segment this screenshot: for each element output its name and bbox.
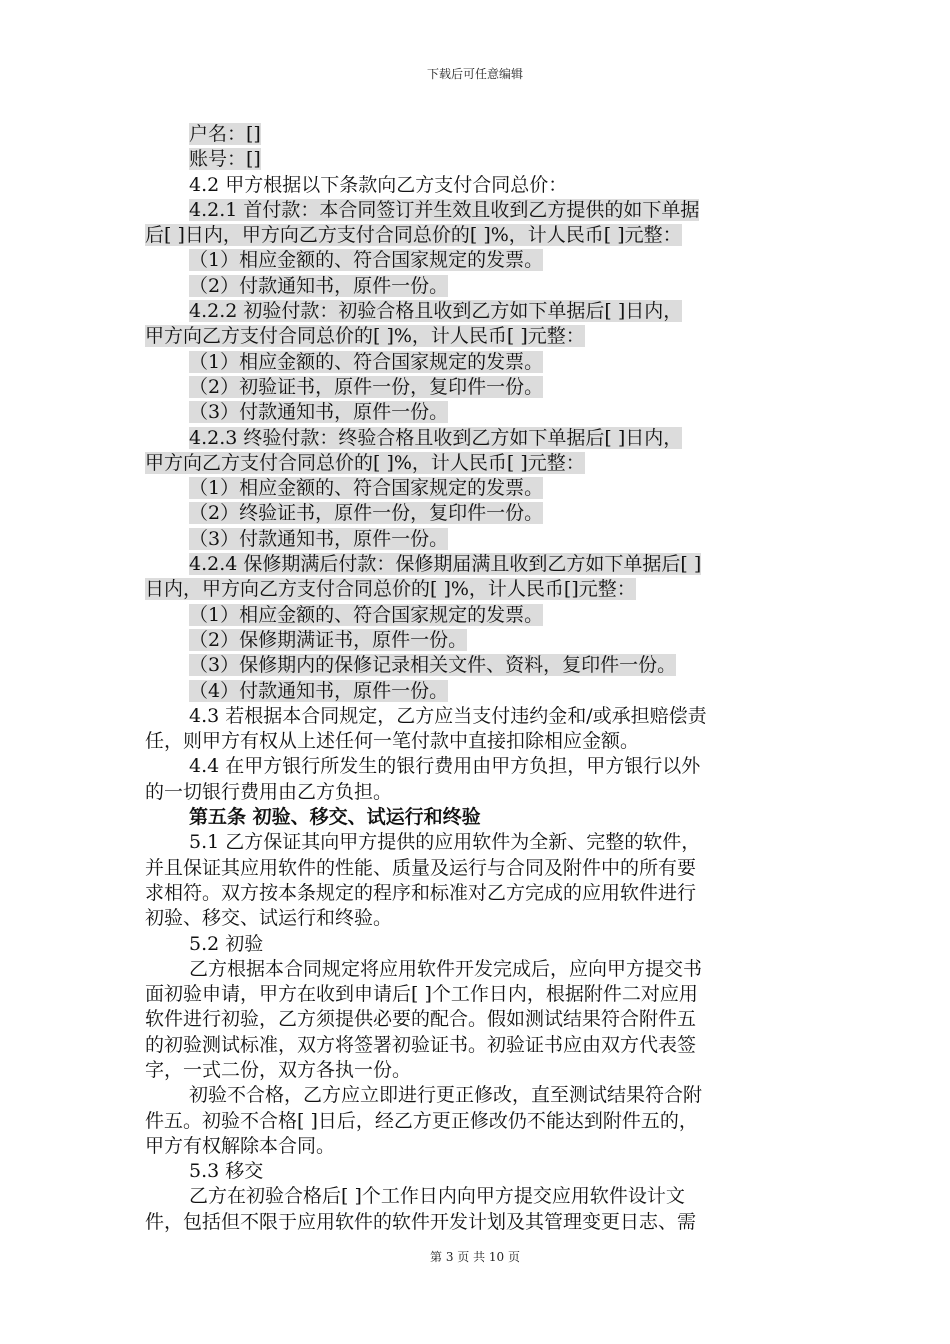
text-line [145,274,810,299]
text-line-content: 4.2.3 终验付款：终验合格且收到乙方如下单据后[ ]日内， [189,426,683,449]
text-line-content: （1）相应金额的、符合国家规定的发票。 [189,350,544,373]
text-line-content: 日内，甲方向乙方支付合同总价的[ ]%，计人民币[]元整： [145,578,636,601]
text-line [145,577,810,602]
text-line-content: 第五条 初验、移交、试运行和终验 [189,806,481,829]
text-line [145,704,810,729]
text-line-content: 户名：[] [189,123,261,145]
text-line [145,350,810,375]
text-line [145,1184,810,1209]
text-line-content: 5.3 移交 [189,1160,264,1183]
text-line-content: 5.2 初验 [189,932,264,955]
text-line-content: （2）付款通知书，原件一份。 [189,274,449,297]
text-line-content: 4.2 甲方根据以下条款向乙方支付合同总价： [189,173,568,196]
text-line [145,881,810,906]
text-line [145,299,810,324]
text-line-content: 后[ ]日内，甲方向乙方支付合同总价的[ ]%，计人民币[ ]元整： [145,224,682,247]
text-line [145,729,810,754]
text-line-content: （2）初验证书，原件一份，复印件一份。 [189,375,544,398]
text-line-content: 字，一式二份，双方各执一份。 [145,1058,412,1081]
text-line-content: （1）相应金额的、符合国家规定的发票。 [189,603,544,626]
text-line-content: 的初验测试标准，双方将签署初验证书。初验证书应由双方代表签 [145,1033,697,1056]
text-line-content: （1）相应金额的、符合国家规定的发票。 [189,477,544,500]
text-line-content: （3）保修期内的保修记录相关文件、资料，复印件一份。 [189,654,677,677]
page-header: 下载后可任意编辑 [426,67,523,81]
text-line [145,906,810,931]
text-line [145,552,810,577]
text-line [145,1007,810,1032]
text-line-content: 求相符。双方按本条规定的程序和标准对乙方完成的应用软件进行 [145,881,697,904]
text-line [145,223,810,248]
text-line [145,932,810,957]
text-line [145,375,810,400]
text-line [145,856,810,881]
text-line-content: 甲方向乙方支付合同总价的[ ]%，计人民币[ ]元整： [145,325,585,348]
text-line-content: 软件进行初验，乙方须提供必要的配合。假如测试结果符合附件五 [145,1008,697,1031]
text-line-content: 初验、移交、试运行和终验。 [145,907,393,930]
text-line-content: （2）终验证书，原件一份，复印件一份。 [189,502,544,525]
text-line [145,1109,810,1134]
text-line-content: 件五。初验不合格[ ]日后，经乙方更正修改仍不能达到附件五的， [145,1109,698,1132]
text-line [145,400,810,425]
text-line-content: 4.2.2 初验付款：初验合格且收到乙方如下单据后[ ]日内， [189,300,683,323]
text-line-content: 初验不合格，乙方应立即进行更正修改，直至测试结果符合附 [189,1084,703,1107]
text-line-content: 件，包括但不限于应用软件的软件开发计划及其管理变更日志、需 [145,1210,697,1233]
text-line [145,982,810,1007]
text-line-content: 4.3 若根据本合同规定，乙方应当支付违约金和/或承担赔偿责 [189,704,707,727]
text-line-content: （2）保修期满证书，原件一份。 [189,628,468,651]
text-line-content: 乙方根据本合同规定将应用软件开发完成后，应向甲方提交书 [189,957,703,980]
text-line-content: 账号：[] [189,148,261,171]
text-line [145,1159,810,1184]
text-line [145,501,810,526]
text-line [145,1134,810,1159]
text-line-content: 乙方在初验合格后[ ]个工作日内向甲方提交应用软件设计文 [189,1185,685,1208]
text-line [145,830,810,855]
text-line-content: 甲方有权解除本合同。 [145,1134,336,1157]
text-line [145,805,810,830]
text-line [145,426,810,451]
text-line [145,527,810,552]
text-line [145,653,810,678]
text-line [145,248,810,273]
text-line-content: 的一切银行费用由乙方负担。 [145,780,393,803]
text-line [145,198,810,223]
text-line-content: 甲方向乙方支付合同总价的[ ]%，计人民币[ ]元整： [145,451,585,474]
text-line-content: 并且保证其应用软件的性能、质量及运行与合同及附件中的所有要 [145,856,697,879]
text-line [145,1033,810,1058]
text-line [145,1058,810,1083]
page-footer: 第 3 页 共 10 页 [430,1250,520,1264]
text-line [145,451,810,476]
text-line [145,324,810,349]
text-line-content: 任，则甲方有权从上述任何一笔付款中直接扣除相应金额。 [145,730,640,753]
text-line-content: 4.2.1 首付款：本合同签订并生效且收到乙方提供的如下单据 [189,198,700,221]
text-line [145,147,810,172]
text-line [145,957,810,982]
text-line [145,173,810,198]
text-line-content: 4.4 在甲方银行所发生的银行费用由甲方负担，甲方银行以外 [189,755,701,778]
text-line-content: 面初验申请，甲方在收到申请后[ ]个工作日内，根据附件二对应用 [145,983,698,1006]
text-line [145,476,810,501]
text-line-content: 5.1 乙方保证其向甲方提供的应用软件为全新、完整的软件， [189,831,701,854]
text-line-content: （4）付款通知书，原件一份。 [189,679,449,702]
text-line [145,603,810,628]
text-line [145,1210,810,1235]
document-body [145,122,810,1235]
text-line [145,754,810,779]
text-line-content: （3）付款通知书，原件一份。 [189,527,449,550]
text-line-content: 4.2.4 保修期满后付款：保修期届满且收到乙方如下单据后[ ] [189,553,702,576]
text-line-content: （3）付款通知书，原件一份。 [189,401,449,424]
text-line-content: （1）相应金额的、符合国家规定的发票。 [189,249,544,272]
text-line [145,122,810,147]
text-line [145,1083,810,1108]
text-line [145,628,810,653]
text-line [145,780,810,805]
text-line [145,679,810,704]
